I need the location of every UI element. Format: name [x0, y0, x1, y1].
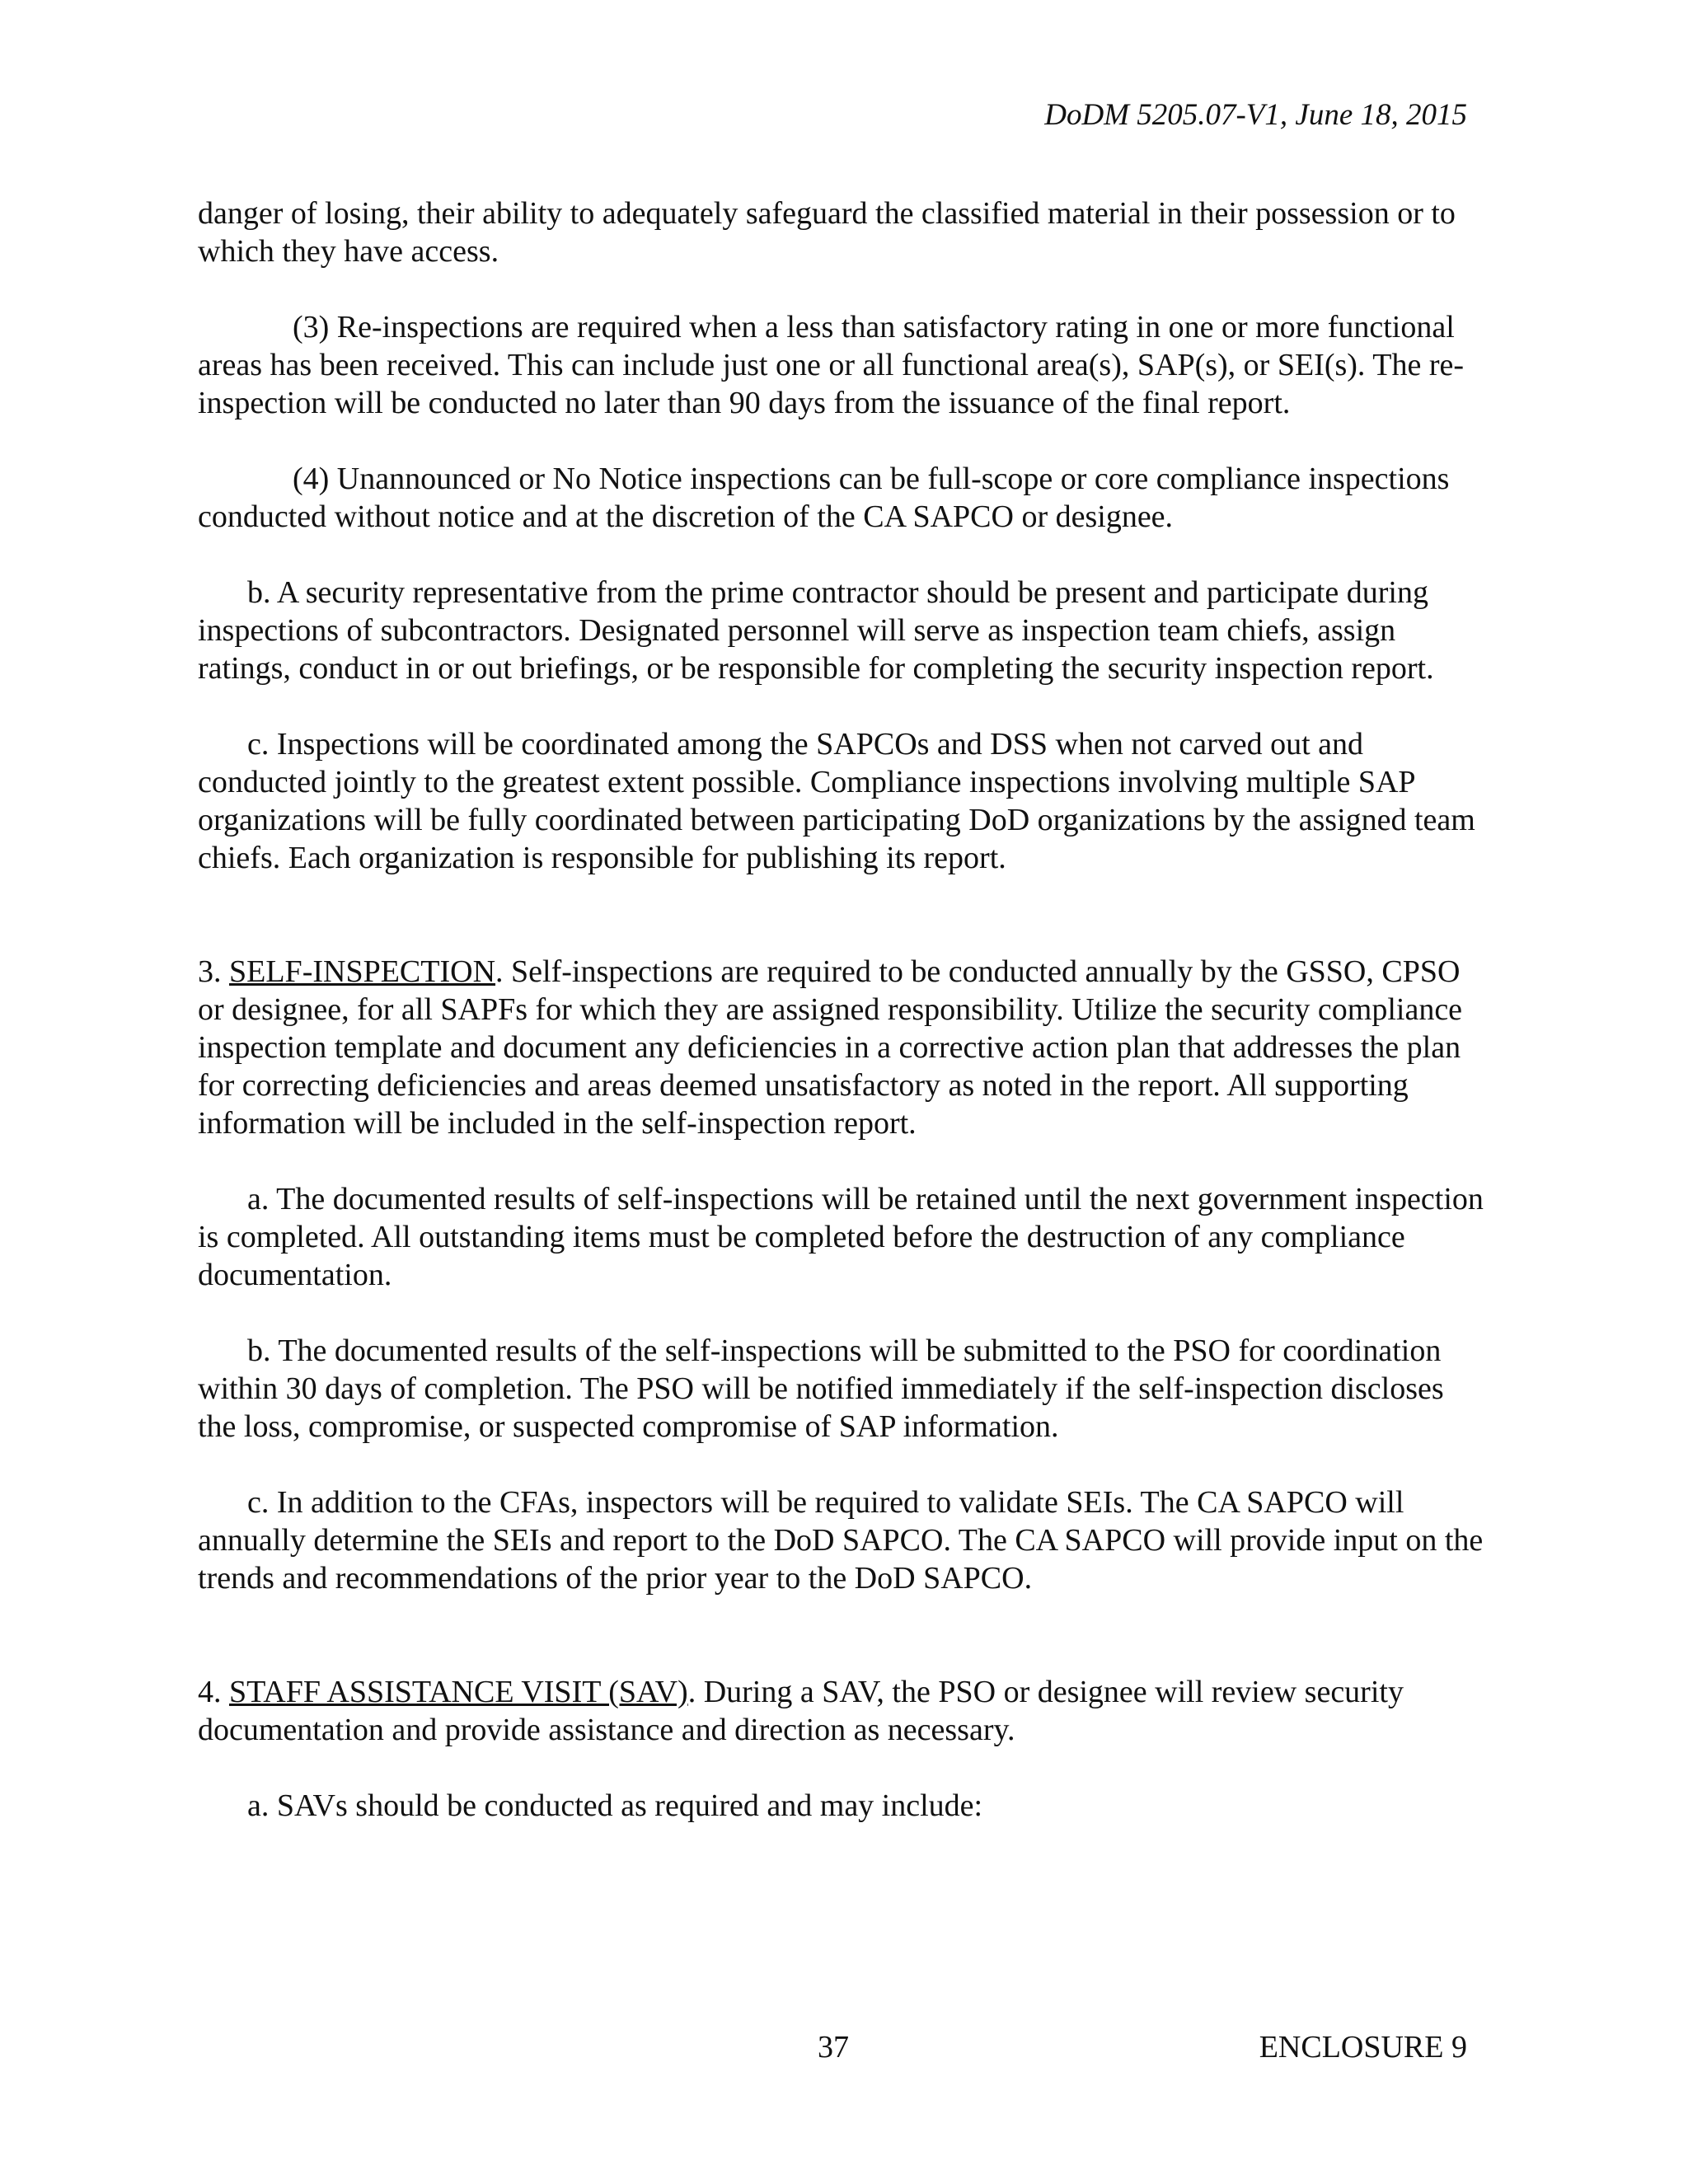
section-3-item-b: b. The documented results of the self-inspections will be submitted to the PSO for coordination within 30 days of completion. The PSO will be notified immediately if the self-inspection discloses the loss, compromise, or suspected compromise of SAP information. — [198, 1333, 1444, 1444]
section-3-item-c: c. In addition to the CFAs, inspectors will be required to validate SEIs. The CA SAPCO will annually determine the SEIs and report to the DoD SAPCO. The CA SAPCO will provide input on the trends and recommendations of the prior year to the DoD SAPCO. — [198, 1485, 1484, 1596]
paragraph-c: c. Inspections will be coordinated among the SAPCOs and DSS when not carved out and conducted jointly to the greatest extent possible. Compliance inspections involving multiple SAP organizations will be fully coordinated between participating DoD organizations by the assigned team chiefs. Each organization is responsible for publishing its report. — [198, 727, 1475, 875]
section-3-title: SELF-INSPECTION — [229, 954, 496, 989]
section-4-title: STAFF ASSISTANCE VISIT (SAV) — [229, 1675, 688, 1709]
enclosure-label: ENCLOSURE 9 — [1259, 2030, 1467, 2064]
document-reference: DoDM 5205.07-V1, June 18, 2015 — [1044, 98, 1467, 132]
section-4-body: . During a SAV, the PSO or designee will review security documentation and provide assistance and direction as necessary. — [198, 1675, 1404, 1747]
section-4-paragraph — [198, 1673, 1484, 1749]
section-4-number: 4. — [198, 1675, 229, 1709]
continued-paragraph: danger of losing, their ability to adequately safeguard the classified material in their possession or to which they have access. — [198, 196, 1456, 269]
section-4-item-a: a. SAVs should be conducted as required and may include: — [247, 1788, 983, 1823]
page-body — [198, 194, 1484, 1825]
section-3-number: 3. — [198, 954, 229, 989]
paragraph-4: (4) Unannounced or No Notice inspections can be full-scope or core compliance inspections conducted without notice and at the discretion of the CA SAPCO or designee. — [198, 462, 1450, 534]
section-3-item-a: a. The documented results of self-inspections will be retained until the next government inspection is completed. All outstanding items must be completed before the destruction of any compliance documentation. — [198, 1182, 1484, 1292]
paragraph-b: b. A security representative from the prime contractor should be present and participate during inspections of subcontractors. Designated personnel will serve as inspection team chiefs, assign ratings, conduct in or out briefings, or be responsible for completing the security inspection report. — [198, 575, 1434, 686]
page-number: 37 — [818, 2030, 849, 2064]
section-3-paragraph — [198, 953, 1484, 1142]
section-3-body: . Self-inspections are required to be conducted annually by the GSSO, CPSO or designee, for all SAPFs for which they are assigned responsibility. Utilize the security compliance inspection template and document any deficiencies in a corrective action plan that addresses the plan for correcting deficiencies and areas deemed unsatisfactory as noted in the report. All supporting information will be included in the self-inspection report. — [198, 954, 1463, 1141]
paragraph-3: (3) Re-inspections are required when a less than satisfactory rating in one or more functional areas has been received. This can include just one or all functional area(s), SAP(s), or SEI(s). The re-inspection will be conducted no later than 90 days from the issuance of the final report. — [198, 310, 1464, 420]
